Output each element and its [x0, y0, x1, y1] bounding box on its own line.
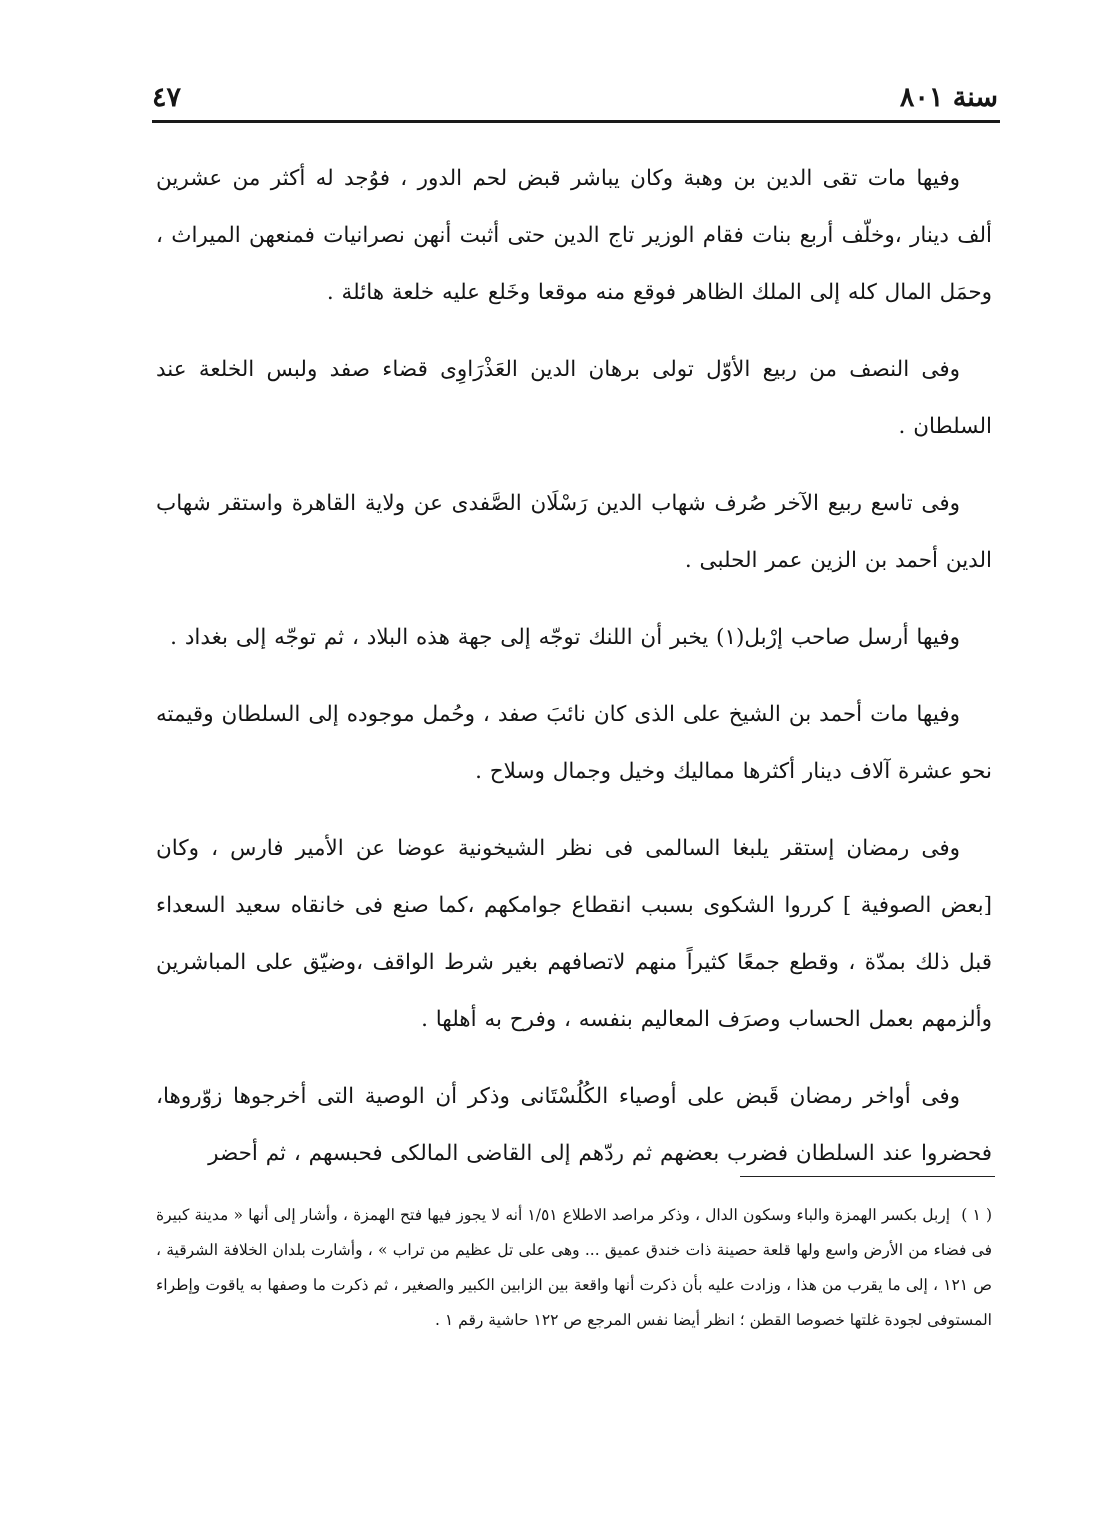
footnote-rule [740, 1176, 995, 1177]
paragraph-5: وفيها مات أحمد بن الشيخ على الذى كان نائبَ صفد ، وحُمل موجوده إلى السلطان وقيمته نحو عشرة آلاف دينار أكثرها مماليك وخيل وجمال وسلاح . [156, 702, 992, 784]
paragraph-6: وفى رمضان إستقر يلبغا السالمى فى نظر الشيخونية عوضا عن الأمير فارس ، وكان [بعض الصوفية ] كرروا الشكوى بسبب انقطاع جوامكهم ،كما صنع فى خانقاه سعيد السعداء قبل ذلك بمدّة ، وقطع جمعًا كثيراً منهم لاتصافهم بغير شرط الواقف ،وضيّق على المباشرين وألزمهم بعمل الحساب وصرَف المعاليم بنفسه ، وفرح به أهلها . [156, 836, 992, 1032]
paragraph-4: وفيها أرسل صاحب إرْبل(١) يخبر أن اللنك توجّه إلى جهة هذه البلاد ، ثم توجّه إلى بغداد . [170, 625, 960, 650]
paragraph-2: وفى النصف من ربيع الأوّل تولى برهان الدين العَذْرَاوِى قضاء صفد ولبس الخلعة عند السلطان . [156, 357, 992, 439]
header-rule [152, 120, 1000, 123]
page-header [152, 78, 998, 120]
main-text [156, 150, 992, 1202]
paragraph-3: وفى تاسع ربيع الآخر صُرف شهاب الدين رَسْلَان الصَّفدى عن ولاية القاهرة واستقر شهاب الدين أحمد بن الزين عمر الحلبى . [156, 491, 992, 573]
paragraph-7: وفى أواخر رمضان قَبض على أوصياء الكُلُسْتَانى وذكر أن الوصية التى أخرجوها زوّروها، فحضروا عند السلطان فضرب بعضهم ثم ردّهم إلى القاضى المالكى فحبسهم ، ثم أحضر [156, 1084, 992, 1166]
footnote [156, 1198, 992, 1338]
footnote-text: إربل بكسر الهمزة والباء وسكون الدال ، وذكر مراصد الاطلاع ١/٥١ أنه لا يجوز فيها فتح الهمزة ، وأشار إلى أنها « مدينة كبيرة فى فضاء من الأرض واسع ولها قلعة حصينة ذات خندق عميق ... وهى على تل عظيم من تراب » ، وأشارت بلدان الخلافة الشرقية ، ص ١٢١ ، إلى ما يقرب من هذا ، وزادت عليه بأن ذكرت أنها واقعة بين الزابين الكبير والصغير ، ثم ذكرت ما وصفها به ياقوت وإطراء المستوفى لجودة غلتها خصوصا القطن ؛ انظر أيضا نفس المرجع ص ١٢٢ حاشية رقم ١ . [156, 1206, 992, 1329]
paragraph-1: وفيها مات تقى الدين بن وهبة وكان يباشر قبض لحم الدور ، فوُجد له أكثر من عشرين ألف دينار ،وخلّف أربع بنات فقام الوزير تاج الدين حتى أثبت أنهن نصرانيات فمنعهن الميراث ، وحمَل المال كله إلى الملك الظاهر فوقع منه موقعا وخَلع عليه خلعة هائلة . [156, 166, 992, 305]
page-number: ٤٧ [152, 82, 182, 113]
footnote-marker: ( ١ ) [961, 1206, 992, 1224]
running-head-year: سنة ٨٠١ [899, 82, 998, 113]
